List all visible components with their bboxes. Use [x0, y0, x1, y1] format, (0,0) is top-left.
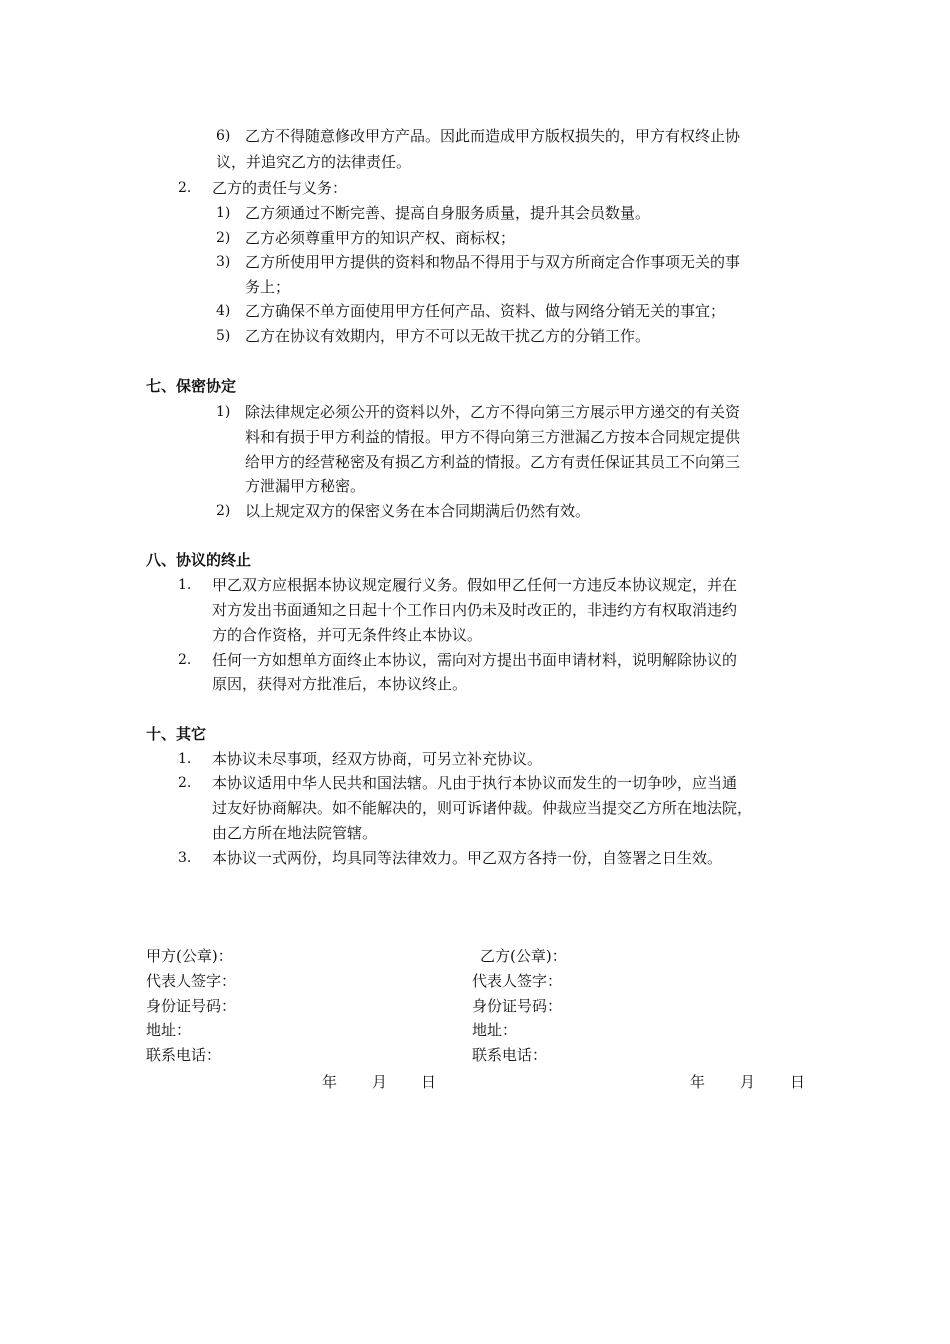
text-line: 过友好协商解决。如不能解决的，则可诉诸仲裁。仲裁应当提交乙方所在地法院，: [212, 799, 753, 817]
text-line: 给甲方的经营秘密及有损乙方利益的情报。乙方有责任保证其员工不向第三: [245, 453, 741, 471]
text-line: 原因，获得对方批准后，本协议终止。: [212, 675, 468, 693]
item-number: 1): [216, 404, 231, 420]
text-line: 方的合作资格，并可无条件终止本协议。: [212, 626, 483, 644]
text-line: 甲乙双方应根据本协议规定履行义务。假如甲乙任何一方违反本协议规定，并在: [212, 576, 738, 594]
party-a-phone: 联系电话：: [146, 1046, 222, 1064]
text-line: 乙方不得随意修改甲方产品。因此而造成甲方版权损失的，甲方有权终止协: [245, 127, 741, 145]
item-number: 2): [216, 230, 231, 246]
party-b-date-month: 月: [740, 1073, 756, 1091]
party-a-id: 身份证号码：: [146, 997, 237, 1015]
text-line: 方泄漏甲方秘密。: [245, 477, 366, 495]
text-line: 乙方必须尊重甲方的知识产权、商标权；: [245, 229, 516, 247]
text-line: 任何一方如想单方面终止本协议，需向对方提出书面申请材料，说明解除协议的: [212, 651, 738, 669]
item-number: 2.: [178, 775, 192, 791]
section-heading: 七、保密协定: [146, 377, 237, 395]
party-b-phone: 联系电话：: [472, 1046, 548, 1064]
item-number: 1.: [178, 577, 192, 593]
party-a-title: 甲方(公章)：: [146, 947, 233, 965]
party-b-title: 乙方(公章)：: [480, 947, 567, 965]
item-number: 3.: [178, 850, 192, 866]
text-line: 除法律规定必须公开的资料以外，乙方不得向第三方展示甲方递交的有关资: [245, 403, 741, 421]
text-line: 以上规定双方的保密义务在本合同期满后仍然有效。: [245, 502, 591, 520]
section-heading: 十、其它: [146, 725, 207, 743]
party-a-date-day: 日: [421, 1073, 437, 1091]
text-line: 本协议未尽事项，经双方协商，可另立补充协议。: [212, 750, 543, 768]
party-a-address: 地址：: [146, 1021, 192, 1039]
party-a-date-year: 年: [322, 1073, 338, 1091]
text-line: 本协议适用中华人民共和国法辖。凡由于执行本协议而发生的一切争吵，应当通: [212, 774, 738, 792]
item-number: 1): [216, 205, 231, 221]
party-a-date-month: 月: [372, 1073, 388, 1091]
text-line: 议，并追究乙方的法律责任。: [216, 153, 412, 171]
item-number: 3): [216, 254, 231, 270]
section-heading: 八、协议的终止: [146, 551, 252, 569]
party-b-id: 身份证号码：: [472, 997, 563, 1015]
text-line: 对方发出书面通知之日起十个工作日内仍未及时改正的，非违约方有权取消违约: [212, 601, 738, 619]
item-title: 乙方的责任与义务：: [212, 179, 348, 197]
party-a-rep: 代表人签字：: [146, 972, 237, 990]
item-number: 4): [216, 303, 231, 319]
party-b-date-day: 日: [790, 1073, 806, 1091]
item-number: 2.: [178, 652, 192, 668]
item-number: 5): [216, 328, 231, 344]
item-number: 1.: [178, 751, 192, 767]
text-line: 料和有损于甲方利益的情报。甲方不得向第三方泄漏乙方按本合同规定提供: [245, 428, 741, 446]
item-number: 6): [216, 128, 231, 144]
text-line: 乙方在协议有效期内，甲方不可以无故干扰乙方的分销工作。: [245, 327, 651, 345]
text-line: 务上；: [245, 278, 291, 296]
item-number: 2): [216, 503, 231, 519]
party-b-date-year: 年: [690, 1073, 706, 1091]
text-line: 乙方确保不单方面使用甲方任何产品、资料、做与网络分销无关的事宜；: [245, 302, 726, 320]
party-b-address: 地址：: [472, 1021, 518, 1039]
item-number: 2.: [178, 180, 192, 196]
party-b-rep: 代表人签字：: [472, 972, 563, 990]
text-line: 本协议一式两份，均具同等法律效力。甲乙双方各持一份，自签署之日生效。: [212, 849, 723, 867]
text-line: 乙方所使用甲方提供的资料和物品不得用于与双方所商定合作事项无关的事: [245, 253, 741, 271]
text-line: 由乙方所在地法院管辖。: [212, 824, 378, 842]
text-line: 乙方须通过不断完善、提高自身服务质量，提升其会员数量。: [245, 204, 651, 222]
